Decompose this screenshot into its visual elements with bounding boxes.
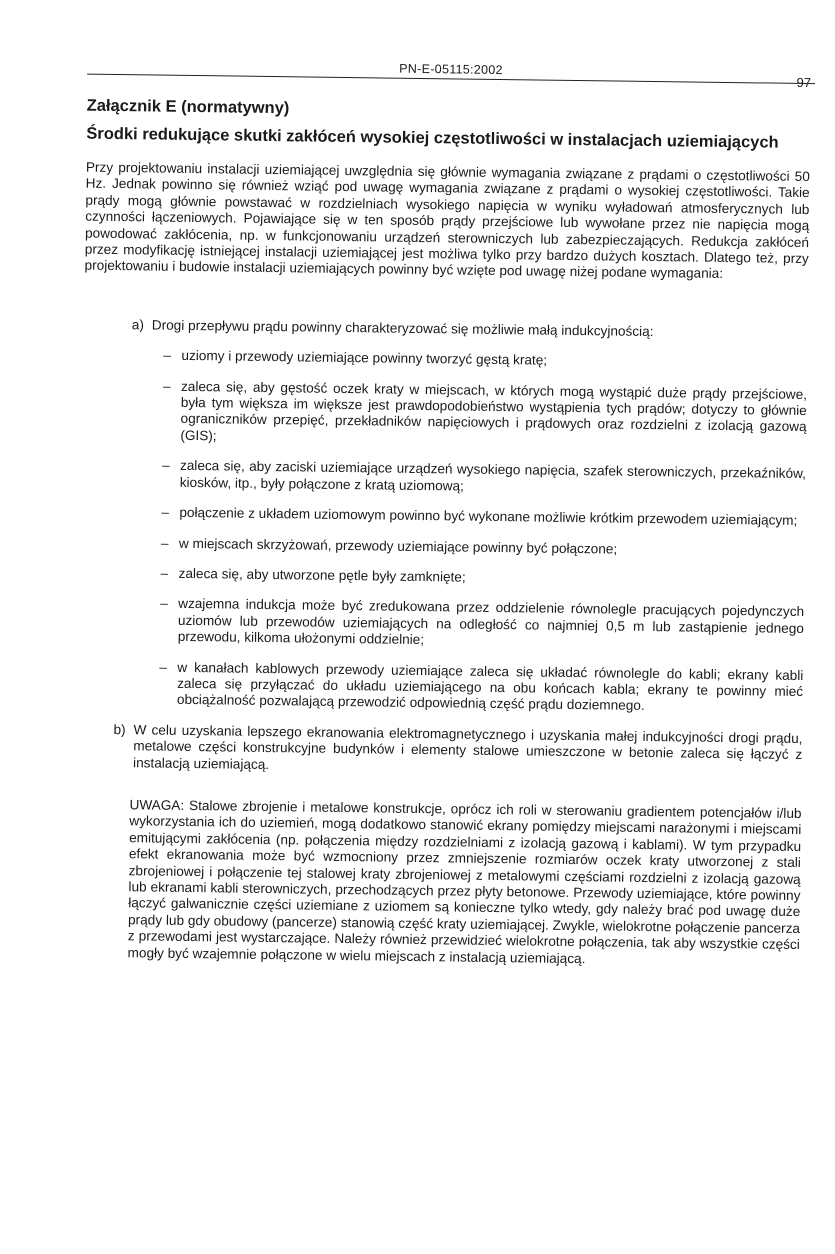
section-b-label: b)	[113, 721, 126, 737]
page-header	[87, 58, 815, 92]
list-item: – zaleca się, aby gęstość oczek kraty w miejscach, w których mogą wystąpić duże prądy przejściowe, była tym większa im większe jest prawdopodobieństwo wystąpienia tych prądów; dotyczy to głównie ograniczników przepięć, przekładników napięciowych i prądowych oraz rozdzielni z izolacją gazową (GIS);	[162, 378, 807, 452]
section-b-text: W celu uzyskania lepszego ekranowania elektromagnetycznego i uzyskania małej indukcyjności drogi prądu, metalowe części konstrukcyjne budynków i elementy stalowe umieszczone w betonie zaleca się łączyć z instalacją uziemiającą.	[133, 722, 803, 772]
requirements-list	[159, 348, 808, 717]
annex-title: Załącznik E (normatywny)	[86, 96, 290, 118]
list-item: – w miejscach skrzyżowań, przewody uziemiające powinny być połączone;	[161, 535, 805, 560]
section-b	[113, 721, 803, 780]
list-item: – w kanałach kablowych przewody uziemiające zaleca się układać równolegle do kabli; ekrany kabli zaleca się przyłączać do układu uziemiającego na obu końcach kabla; ekrany te powinny mieć obciążalność pozwalającą przewodzić odpowiednią część prądu doziemnego.	[159, 659, 804, 717]
list-item: – połączenie z układem uziomowym powinno być wykonane możliwie krótkim przewodem uziemiającym;	[161, 505, 805, 530]
note-paragraph: UWAGA: Stalowe zbrojenie i metalowe konstrukcje, oprócz ich roli w sterowaniu gradientem potencjałów i/lub wykorzystania ich do uziemień, mogą dodatkowo stanowić ekrany pomiędzy miejscami narażonymi i miejscami emitującymi zakłócenia (np. połączenia między rozdzielniami z izolacją gazową i kablami). W tym przypadku efekt ekranowania może być wzmocniony przez zmniejszenie rozmiarów oczek kraty utworzonej z stali zbrojeniowej i połączenie tej stalowej kraty zbrojeniowej z metalowymi częściami rozdzielni z izolacją gazową lub ekranami kabli sterowniczych, przechodzących przez płyty betonowe. Przewody uziemiające, które powinny łączyć galwanicznie części uziemiane z uziomem są konieczne tylko wtedy, gdy należy brać pod uwagę duże prądy lub gdy obudowy (pancerze) stanowią część kraty uziemiającej. Zwykle, wielokrotne połączenie pancerza z przewodami jest wystarczające. Należy również przewidzieć wielokrotne połączenia, tak aby wszystkie części mogły być wzajemnie połączone w wielu miejscach z instalacją uziemiającą.	[127, 797, 802, 966]
list-item: – zaleca się, aby zaciski uziemiające urządzeń wysokiego napięcia, szafek sterowniczych, przekaźników, kiosków, itp., były połączone z kratą uziomową;	[162, 458, 806, 499]
list-item: – zaleca się, aby utworzone pętle były zamknięte;	[160, 566, 804, 591]
page-number: 97	[796, 74, 812, 91]
list-item: – uziomy i przewody uziemiające powinny tworzyć gęstą kratę;	[163, 348, 807, 373]
document-body	[76, 160, 810, 970]
standard-number: PN-E-05115:2002	[399, 61, 503, 78]
section-a	[131, 317, 808, 716]
intro-paragraph: Przy projektowaniu instalacji uziemiającej uwzględnia się głównie wymagania związane z prądami o częstotliwości 50 Hz. Jednak powinno się również wziąć pod uwagę wymagania związane z prądami o wysokiej częstotliwości. Takie prądy mogą głównie powstawać w rozdzielniach wysokiego napięcia w wyniku wyładowań atmosferycznych lub czynności łączeniowych. Pojawiające się w ten sposób prądy przejściowe lub wywołane przez nie napięcia mogą powodować zakłócenia, np. w funkcjonowaniu urządzeń sterowniczych lub zabezpieczających. Redukcja zakłóceń przez modyfikację istniejącej instalacji uziemiającej jest możliwa tylko przy bardzo dużych kosztach. Dlatego też, przy projektowaniu i budowie instalacji uziemiających powinny być wzięte pod uwagę niżej podane wymagania:	[84, 159, 810, 282]
section-a-text: Drogi przepływu prądu powinny charakteryzować się możliwie małą indukcyjnością:	[151, 317, 654, 339]
list-item: – wzajemna indukcja może być zredukowana przez oddzielenie równolegle pracujących pojedynczych uziomów lub przewodów uziemiających na odległość co najmniej 0,5 m lub zastąpienie jednego przewodu, kilkoma ułożonymi oddzielnie;	[160, 596, 805, 654]
annex-subtitle: Środki redukujące skutki zakłóceń wysokiej częstotliwości w instalacjach uziemiających	[86, 124, 779, 152]
section-a-label: a)	[131, 317, 145, 333]
